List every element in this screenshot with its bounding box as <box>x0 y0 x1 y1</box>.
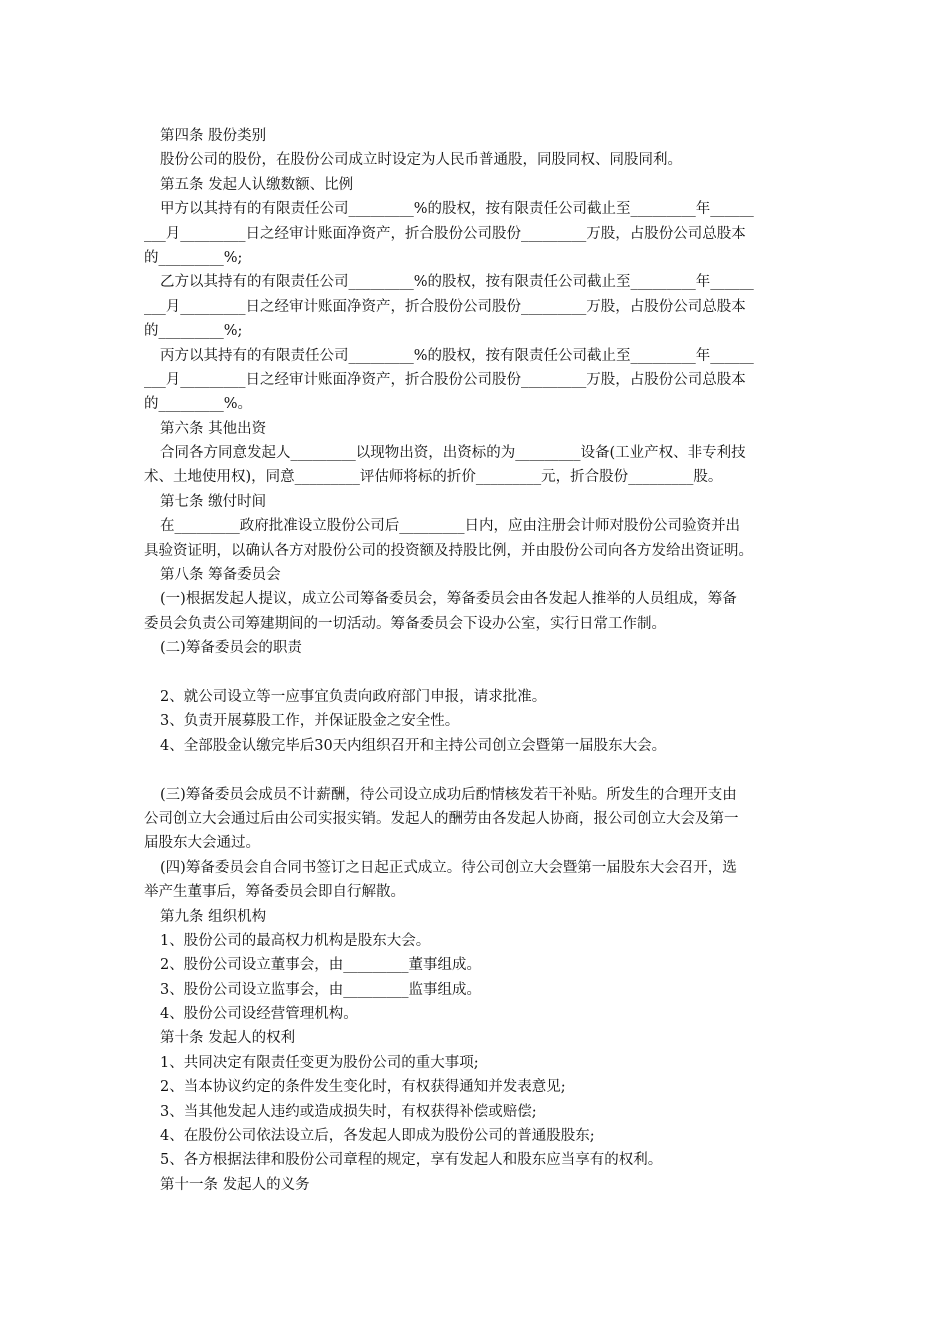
document-page <box>144 124 808 1197</box>
article-10-item-2: 2、当本协议约定的条件发生变化时，有权获得通知并发表意见; <box>160 1079 566 1096</box>
article-8-para-4-line-1: (四)筹备委员会自合同书签订之日起正式成立。待公司创立大会暨第一届股东大会召开，选 <box>160 859 737 876</box>
article-6-text-line-2: 术、土地使用权)，同意_________评估师将标的折价_________元，折合股份_________股。 <box>144 469 723 486</box>
article-8-para-1-line-2: 委员会负责公司筹建期间的一切活动。筹备委员会下设办公室，实行日常工作制。 <box>144 615 666 632</box>
article-8-para-1-line-1: (一)根据发起人提议，成立公司筹备委员会，筹备委员会由各发起人推举的人员组成，筹备 <box>160 591 737 608</box>
article-8-item-2: 2、就公司设立等一应事宜负责向政府部门申报，请求批准。 <box>160 688 547 705</box>
article-8-item-4: 4、全部股金认缴完毕后30天内组织召开和主持公司创立会暨第一届股东大会。 <box>160 737 667 754</box>
article-9-title: 第九条 组织机构 <box>160 908 267 925</box>
article-4-text: 股份公司的股份，在股份公司成立时设定为人民币普通股，同股同权、同股同利。 <box>160 152 682 169</box>
article-10-item-3: 3、当其他发起人违约或造成损失时，有权获得补偿或赔偿; <box>160 1103 537 1120</box>
article-5-party-a-line-1: 甲方以其持有的有限责任公司_________%的股权，按有限责任公司截止至_________年______ <box>160 201 754 218</box>
article-6-text-line-1: 合同各方同意发起人_________以现物出资，出资标的为_________设备(工业产权、非专利技 <box>160 445 746 462</box>
article-8-para-2: (二)筹备委员会的职责 <box>160 640 302 657</box>
article-10-item-1: 1、共同决定有限责任变更为股份公司的重大事项; <box>160 1054 479 1071</box>
article-7-title: 第七条 缴付时间 <box>160 493 267 510</box>
article-5-party-a-line-3: 的_________%; <box>144 249 243 266</box>
article-5-party-b-line-1: 乙方以其持有的有限责任公司_________%的股权，按有限责任公司截止至_________年______ <box>160 274 754 291</box>
article-8-para-3-line-3: 届股东大会通过。 <box>144 835 260 852</box>
article-8-para-4-line-2: 举产生董事后，筹备委员会即自行解散。 <box>144 884 405 901</box>
article-11-title: 第十一条 发起人的义务 <box>160 1176 310 1193</box>
article-5-party-c-line-2: ___月_________日之经审计账面净资产，折合股份公司股份_________万股，占股份公司总股本 <box>144 371 746 388</box>
article-5-title: 第五条 发起人认缴数额、比例 <box>160 176 354 193</box>
article-9-item-1: 1、股份公司的最高权力机构是股东大会。 <box>160 932 431 949</box>
blank-line <box>144 661 808 685</box>
blank-line <box>144 758 808 782</box>
article-5-party-a-line-2: ___月_________日之经审计账面净资产，折合股份公司股份_________万股，占股份公司总股本 <box>144 225 746 242</box>
article-7-text-line-2: 具验资证明，以确认各方对股份公司的投资额及持股比例，并由股份公司向各方发给出资证明。 <box>144 542 753 559</box>
article-5-party-b-line-3: 的_________%; <box>144 323 243 340</box>
article-5-party-b-line-2: ___月_________日之经审计账面净资产，折合股份公司股份_________万股，占股份公司总股本 <box>144 298 746 315</box>
article-8-para-3-line-1: (三)筹备委员会成员不计薪酬，待公司设立成功后酌情核发若干补贴。所发生的合理开支由 <box>160 786 737 803</box>
article-4-title: 第四条 股份类别 <box>160 128 267 144</box>
article-9-item-3: 3、股份公司设立监事会，由_________监事组成。 <box>160 981 481 998</box>
article-7-text-line-1: 在_________政府批准设立股份公司后_________日内，应由注册会计师对股份公司验资并出 <box>160 518 740 535</box>
article-9-item-2: 2、股份公司设立董事会，由_________董事组成。 <box>160 957 481 974</box>
article-9-item-4: 4、股份公司设经营管理机构。 <box>160 1006 358 1023</box>
article-8-title: 第八条 筹备委员会 <box>160 567 281 584</box>
article-5-party-c-line-1: 丙方以其持有的有限责任公司_________%的股权，按有限责任公司截止至_________年______ <box>160 347 754 364</box>
article-8-para-3-line-2: 公司创立大会通过后由公司实报实销。发起人的酬劳由各发起人协商，报公司创立大会及第一 <box>144 810 739 827</box>
article-10-item-4: 4、在股份公司依法设立后，各发起人即成为股份公司的普通股股东; <box>160 1128 595 1145</box>
article-5-party-c-line-3: 的_________%。 <box>144 396 253 413</box>
article-6-title: 第六条 其他出资 <box>160 420 267 437</box>
article-8-item-3: 3、负责开展募股工作，并保证股金之安全性。 <box>160 713 460 730</box>
article-10-item-5: 5、各方根据法律和股份公司章程的规定，享有发起人和股东应当享有的权利。 <box>160 1152 663 1169</box>
article-10-title: 第十条 发起人的权利 <box>160 1030 296 1047</box>
